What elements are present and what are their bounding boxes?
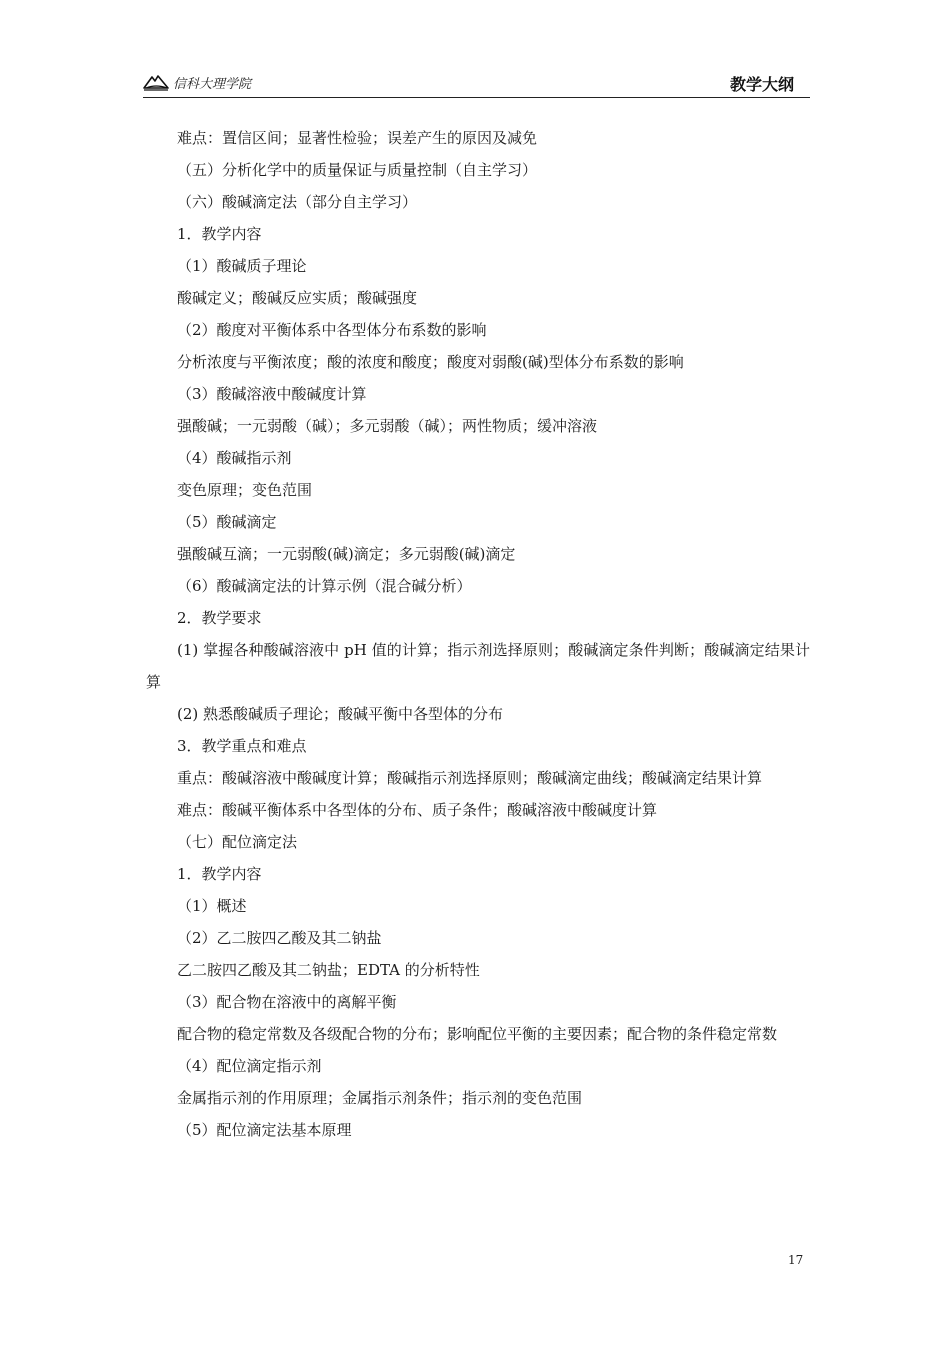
body-line: 金属指示剂的作用原理；金属指示剂条件；指示剂的变色范围 [177, 1089, 583, 1107]
body-line: 1．教学内容 [177, 225, 262, 243]
school-logo [143, 70, 251, 94]
body-line: 难点：酸碱平衡体系中各型体的分布、质子条件；酸碱溶液中酸碱度计算 [177, 801, 658, 819]
body-line: 强酸碱；一元弱酸（碱）；多元弱酸（碱）；两性物质；缓冲溶液 [177, 417, 598, 435]
school-logo-icon [143, 73, 169, 91]
body-line: （2）乙二胺四乙酸及其二钠盐 [177, 929, 382, 947]
body-line: 3．教学重点和难点 [177, 737, 307, 755]
body-line: （5）酸碱滴定 [177, 513, 277, 531]
document-body [146, 122, 810, 1146]
body-paragraph: 重点：酸碱溶液中酸碱度计算；酸碱指示剂选择原则；酸碱滴定曲线；酸碱滴定结果计算 [177, 769, 763, 787]
body-line: （2）酸度对平衡体系中各型体分布系数的影响 [177, 321, 487, 339]
body-line: （五）分析化学中的质量保证与质量控制（自主学习） [177, 161, 538, 179]
body-line: （4）酸碱指示剂 [177, 449, 292, 467]
body-line: （3）酸碱溶液中酸碱度计算 [177, 385, 367, 403]
body-line: 乙二胺四乙酸及其二钠盐；EDTA 的分析特性 [177, 961, 480, 979]
body-line: （3）配合物在溶液中的离解平衡 [177, 993, 397, 1011]
body-line: （4）配位滴定指示剂 [177, 1057, 322, 1075]
page-number: 17 [788, 1253, 804, 1267]
body-line: （1）概述 [177, 897, 247, 915]
body-line: 2．教学要求 [177, 609, 262, 627]
body-line: （1）酸碱质子理论 [177, 257, 307, 275]
header-rule [143, 97, 810, 98]
body-line: 酸碱定义；酸碱反应实质；酸碱强度 [177, 289, 418, 307]
logo-lettering: 信科大理学院 [173, 76, 252, 92]
body-line: 难点：置信区间；显著性检验；误差产生的原因及减免 [177, 129, 538, 147]
page-header [143, 68, 810, 98]
body-line: 分析浓度与平衡浓度；酸的浓度和酸度；酸度对弱酸(碱)型体分布系数的影响 [177, 353, 684, 371]
body-line: (2) 熟悉酸碱质子理论；酸碱平衡中各型体的分布 [177, 705, 504, 723]
body-line: （六）酸碱滴定法（部分自主学习） [177, 193, 418, 211]
body-line: （5）配位滴定法基本原理 [177, 1121, 352, 1139]
body-paragraph: 配合物的稳定常数及各级配合物的分布；影响配位平衡的主要因素；配合物的条件稳定常数 [177, 1025, 778, 1043]
body-line: （6）酸碱滴定法的计算示例（混合碱分析） [177, 577, 472, 595]
body-line: 1．教学内容 [177, 865, 262, 883]
header-title: 教学大纲 [729, 75, 794, 94]
body-line: 变色原理；变色范围 [177, 481, 313, 499]
body-line: （七）配位滴定法 [177, 833, 298, 851]
body-line: 强酸碱互滴；一元弱酸(碱)滴定；多元弱酸(碱)滴定 [177, 545, 516, 563]
body-paragraph: (1) 掌握各种酸碱溶液中 pH 值的计算；指示剂选择原则；酸碱滴定条件判断；酸碱滴定结果计算 [146, 641, 810, 691]
